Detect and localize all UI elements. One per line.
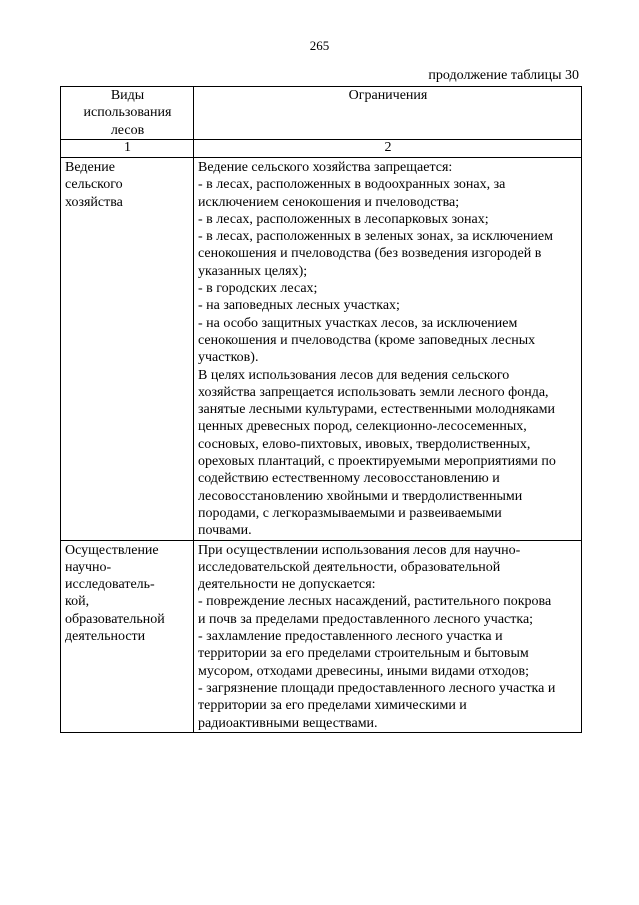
- cell-line: научно-: [65, 559, 112, 575]
- cell-line: - повреждение лесных насаждений, растительного покрова: [198, 594, 552, 610]
- cell-line: сенокошения и пчеловодства (без возведения изгородей в: [198, 246, 542, 262]
- cell-line: - в лесах, расположенных в лесопарковых зонах;: [198, 211, 489, 227]
- cell-line: хозяйства запрещается использовать земли лесного фонда,: [198, 384, 549, 400]
- cell-line: - загрязнение площади предоставленного лесного участка и: [198, 680, 556, 696]
- cell-line: Ведение: [65, 160, 115, 175]
- cell-forest-use-type: [61, 540, 194, 732]
- header-line: лесов: [110, 122, 145, 138]
- cell-line: указанных целях);: [198, 263, 308, 279]
- cell-line: мусором, отходами древесины, иными видами отходов;: [198, 663, 530, 679]
- cell-line: - в лесах, расположенных в водоохранных зонах, за: [198, 177, 506, 193]
- cell-forest-use-type: [61, 158, 194, 541]
- table-header-row: [61, 87, 582, 140]
- cell-line: деятельности не допускается:: [198, 577, 376, 593]
- cell-line: Ведение сельского хозяйства запрещается:: [198, 160, 453, 175]
- cell-line: ценных древесных пород, селекционно-лесосеменных,: [198, 419, 527, 435]
- cell-line: исключением сенокошения и пчеловодства;: [198, 194, 460, 210]
- restrictions-table: [60, 86, 582, 733]
- cell-content: [198, 158, 578, 540]
- cell-content: [65, 158, 190, 211]
- header-forest-use-types: [61, 87, 194, 140]
- table-continuation-label: продолжение таблицы 30: [428, 68, 579, 83]
- cell-line: ореховых плантаций, с проектируемыми мероприятиями по: [198, 454, 556, 470]
- table-body: [61, 158, 582, 733]
- cell-line: сельского: [65, 177, 123, 193]
- cell-line: образовательной: [65, 611, 165, 627]
- cell-line: В целях использования лесов для ведения сельского: [198, 367, 510, 383]
- cell-line: исследователь-: [65, 577, 155, 593]
- cell-line: Осуществление: [65, 542, 159, 558]
- cell-line: участков).: [198, 350, 259, 366]
- cell-line: сенокошения и пчеловодства (кроме заповедных лесных: [198, 332, 536, 348]
- cell-line: и почв за пределами предоставленного лесного участка;: [198, 611, 534, 627]
- page-number: 265: [309, 38, 330, 53]
- cell-line: - на заповедных лесных участках;: [198, 298, 400, 314]
- column-number-2: 2: [194, 140, 582, 158]
- column-number-row: [61, 140, 582, 158]
- cell-line: содействию естественному лесовосстановлению и: [198, 471, 500, 487]
- cell-line: хозяйства: [65, 194, 123, 210]
- cell-content: [198, 541, 578, 732]
- cell-line: кой,: [65, 594, 90, 610]
- cell-line: занятые лесными культурами, естественными молодняками: [198, 402, 555, 418]
- cell-content: [65, 541, 190, 646]
- cell-line: - в городских лесах;: [198, 281, 318, 297]
- cell-line: территории за его пределами строительным и бытовым: [198, 646, 529, 662]
- cell-restrictions: [194, 540, 582, 732]
- cell-restrictions: [194, 158, 582, 541]
- table-row: [61, 540, 582, 732]
- header-line: использования: [83, 105, 172, 121]
- column-number-1: 1: [61, 140, 194, 158]
- cell-line: При осуществлении использования лесов для научно-: [198, 542, 521, 558]
- cell-line: - в лесах, расположенных в зеленых зонах, за исключением: [198, 229, 553, 245]
- cell-line: почвами.: [198, 523, 252, 539]
- cell-line: деятельности: [65, 629, 146, 645]
- cell-line: радиоактивными веществами.: [198, 715, 378, 731]
- header-line: Виды: [110, 88, 145, 103]
- cell-line: породами, с легкоразмываемыми и развеиваемыми: [198, 505, 502, 521]
- cell-line: исследовательской деятельности, образовательной: [198, 559, 501, 575]
- cell-line: - захламление предоставленного лесного участка и: [198, 629, 503, 645]
- cell-line: территории за его пределами химическими и: [198, 698, 467, 714]
- header-restrictions: [194, 87, 582, 140]
- cell-line: лесовосстановлению хвойными и твердолиственными: [198, 488, 523, 504]
- header-line: Ограничения: [348, 88, 428, 103]
- table-row: [61, 158, 582, 541]
- cell-line: - на особо защитных участках лесов, за исключением: [198, 315, 518, 331]
- cell-line: сосновых, елово-пихтовых, ивовых, твердолиственных,: [198, 436, 531, 452]
